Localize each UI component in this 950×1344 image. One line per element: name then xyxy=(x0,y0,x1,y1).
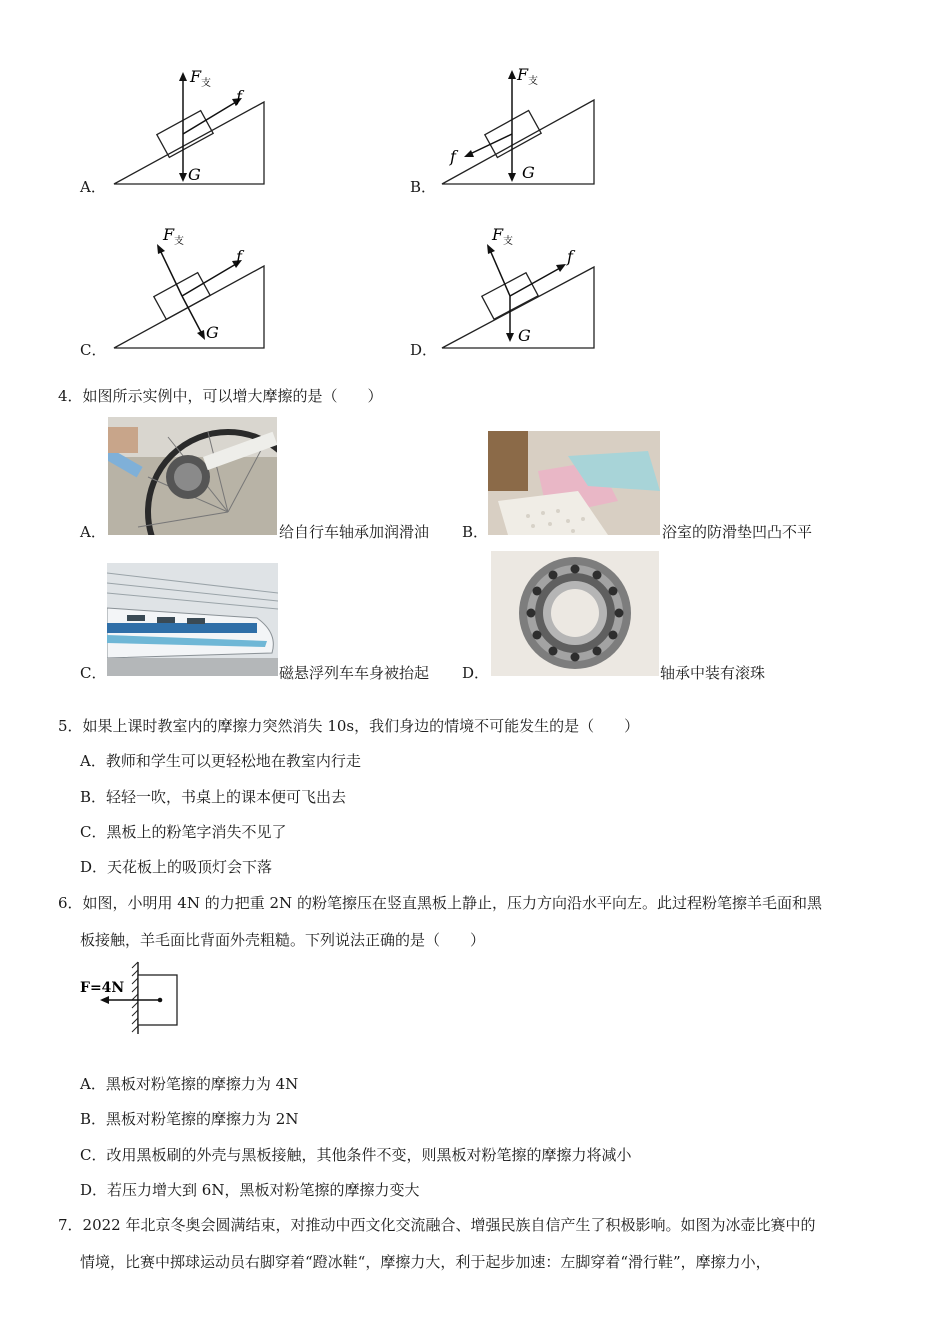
friction-label: f xyxy=(236,87,242,106)
q5-option-a: A．教师和学生可以更轻松地在教室内行走 xyxy=(80,752,361,770)
q6-option-d: D．若压力增大到 6N，黑板对粉笔擦的摩擦力变大 xyxy=(80,1181,420,1199)
q6-stem-line2: 板接触，羊毛面比背面外壳粗糙。下列说法正确的是（ ） xyxy=(80,931,486,949)
normal-force-label: F xyxy=(492,225,504,244)
gravity-label: G xyxy=(522,163,535,182)
maglev-train-photo xyxy=(107,563,278,676)
friction-label: f xyxy=(236,247,242,266)
gravity-label: G xyxy=(206,323,219,342)
gravity-label: G xyxy=(188,165,201,184)
q4-option-b-caption: 浴室的防滑垫凹凸不平 xyxy=(662,523,813,541)
anti-slip-mat-photo xyxy=(488,431,660,535)
q5-option-c: C．黑板上的粉笔字消失不见了 xyxy=(80,823,287,841)
bicycle-oiling-photo xyxy=(108,417,277,535)
gravity-label: G xyxy=(518,326,531,345)
q5-stem: 5．如果上课时教室内的摩擦力突然消失 10s，我们身边的情境不可能发生的是（ ） xyxy=(58,717,640,735)
ball-bearing-photo xyxy=(491,551,659,676)
q6-option-c: C．改用黑板刷的外壳与黑板接触，其他条件不变，则黑板对粉笔擦的摩擦力将减小 xyxy=(80,1146,632,1164)
q4-option-c-letter: C． xyxy=(80,664,107,682)
incline-diagram-a xyxy=(108,62,278,190)
q4-option-a-letter: A． xyxy=(80,523,106,541)
normal-force-label: F xyxy=(163,225,175,244)
incline-diagram-b xyxy=(436,62,606,190)
normal-force-label: F xyxy=(517,65,529,84)
normal-force-label: F xyxy=(190,67,202,86)
normal-force-subscript: 支 xyxy=(503,236,513,247)
option-a-letter: A． xyxy=(80,178,106,196)
eraser-on-blackboard-diagram xyxy=(78,958,188,1038)
q7-stem-line2: 情境，比赛中掷球运动员右脚穿着“蹬冰鞋“，摩擦力大，利于起步加速：左脚穿着“滑行鞋”，摩擦力小， xyxy=(80,1253,771,1271)
q4-option-d-letter: D． xyxy=(462,664,490,682)
q4-option-b-letter: B． xyxy=(462,523,489,541)
q4-option-d-caption: 轴承中装有滚珠 xyxy=(660,664,766,682)
friction-label: f xyxy=(567,247,573,266)
q6-option-b: B．黑板对粉笔擦的摩擦力为 2N xyxy=(80,1110,299,1128)
normal-force-subscript: 支 xyxy=(528,76,538,87)
force-label: F=4N xyxy=(80,980,125,996)
friction-label: f xyxy=(450,147,456,166)
option-b-letter: B． xyxy=(410,178,437,196)
q5-option-d: D．天花板上的吸顶灯会下落 xyxy=(80,858,273,876)
normal-force-subscript: 支 xyxy=(174,236,184,247)
q5-option-b: B．轻轻一吹，书桌上的课本便可飞出去 xyxy=(80,788,347,806)
q4-option-c-caption: 磁悬浮列车车身被抬起 xyxy=(279,664,430,682)
option-c-letter: C． xyxy=(80,341,107,359)
incline-diagram-c xyxy=(108,222,278,352)
normal-force-subscript: 支 xyxy=(201,78,211,89)
option-d-letter: D． xyxy=(410,341,438,359)
q7-stem-line1: 7．2022 年北京冬奥会圆满结束，对推动中西文化交流融合、增强民族自信产生了积极影响。如图为冰壶比赛中的 xyxy=(58,1216,816,1234)
q6-option-a: A．黑板对粉笔擦的摩擦力为 4N xyxy=(80,1075,299,1093)
incline-diagram-d xyxy=(436,222,606,352)
q4-option-a-caption: 给自行车轴承加润滑油 xyxy=(279,523,430,541)
q6-stem-line1: 6．如图，小明用 4N 的力把重 2N 的粉笔擦压在竖直黑板上静止，压力方向沿水平向左。此过程粉笔擦羊毛面和黑 xyxy=(58,894,822,912)
q4-stem: 4．如图所示实例中，可以增大摩擦的是（ ） xyxy=(58,387,383,405)
